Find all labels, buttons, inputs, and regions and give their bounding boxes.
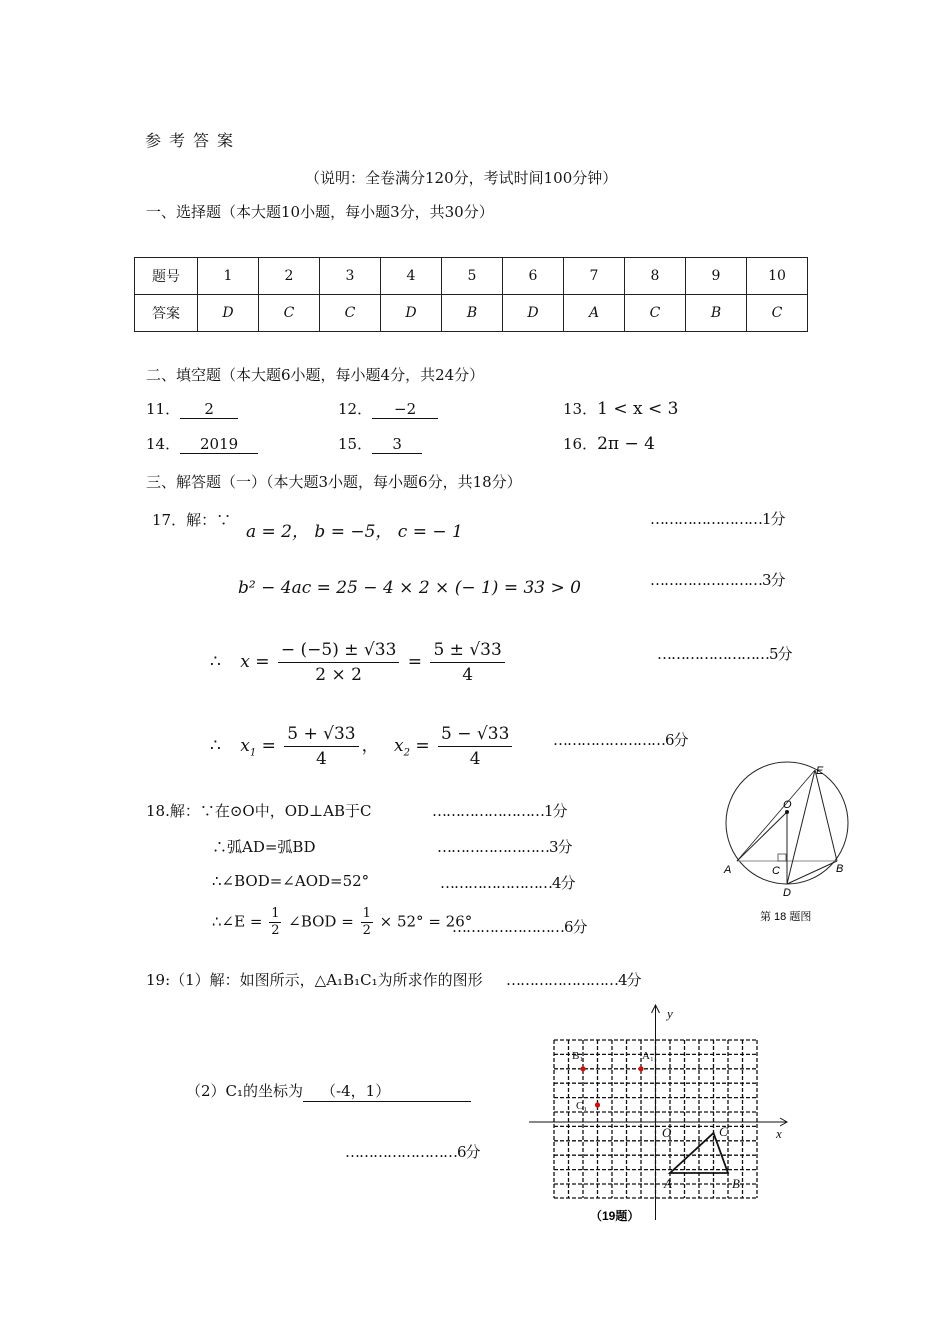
table-cell: D	[503, 295, 564, 332]
table-header-cell: 答案	[135, 295, 198, 332]
section1-heading: 一、选择题（本大题10小题，每小题3分，共30分）	[146, 203, 494, 221]
section3-heading: 三、解答题（一）（本大题3小题，每小题6分，共18分）	[146, 473, 522, 491]
figure-label: A	[664, 1176, 672, 1191]
figure-label: C₁	[576, 1100, 588, 1112]
q18-score4: ……………………4分	[440, 874, 575, 892]
figure-label: A	[724, 864, 732, 876]
figure-label: y	[667, 1006, 673, 1021]
table-cell: 7	[564, 258, 625, 295]
figure-label: C	[719, 1124, 728, 1139]
table-cell: 9	[686, 258, 747, 295]
q17-score3: ……………………3分	[650, 571, 785, 589]
table-header-cell: 题号	[135, 258, 198, 295]
q18-line3: ∴∠BOD=∠AOD=52°	[212, 872, 370, 890]
table-row-numbers	[135, 258, 808, 295]
table-cell: 10	[747, 258, 808, 295]
table-cell: A	[564, 295, 625, 332]
table-cell: D	[381, 295, 442, 332]
fill-item-14: 14． 2019	[146, 433, 258, 454]
q17-score1: ……………………1分	[650, 510, 785, 528]
q18-line4: ∴∠E = $\frac{1}{2}$ ∠BOD = $\frac{1}{2}$ × 52° = 26°	[212, 906, 473, 938]
q19-figure	[524, 1002, 794, 1226]
q17-line2: b² − 4ac = 25 − 4 × 2 × (− 1) = 33 > 0	[238, 578, 581, 598]
fill-item-12: 12． −2	[338, 398, 438, 419]
q17-score6: ……………………6分	[553, 731, 688, 749]
table-cell: C	[259, 295, 320, 332]
section2-heading: 二、填空题（本大题6小题，每小题4分，共24分）	[146, 366, 485, 384]
q19-score4: ……………………4分	[506, 971, 641, 989]
q17-line4: ∴ $x_1$ = $\frac{5 + √33}{4}$ ， $x_2$ = $\frac{5 - √33}{4}$	[210, 722, 515, 771]
fill-item-15: 15． 3	[338, 433, 422, 454]
table-cell: 5	[442, 258, 503, 295]
table-cell: 8	[625, 258, 686, 295]
table-cell: B	[442, 295, 503, 332]
figure-label: B	[732, 1176, 740, 1191]
table-cell: 6	[503, 258, 564, 295]
q17-label: 17．解：∵	[152, 511, 232, 529]
fraction: $\frac{5 + √33}{4}$	[284, 722, 358, 771]
figure-label: O	[783, 799, 792, 811]
table-cell: 1	[198, 258, 259, 295]
answer-table	[134, 257, 808, 332]
q19-score6: ……………………6分	[345, 1143, 480, 1161]
exam-note: （说明：全卷满分120分，考试时间100分钟）	[305, 169, 618, 187]
table-cell: C	[320, 295, 381, 332]
fraction: $\frac{- (-5) \pm √33}{2 \times 2}$	[278, 638, 400, 687]
page-title: 参考答案	[145, 131, 242, 150]
figure-caption: 第 18 题图	[760, 911, 812, 923]
figure-label: E	[816, 765, 824, 777]
table-cell: D	[198, 295, 259, 332]
figure-label: x	[776, 1126, 782, 1141]
table-cell: 4	[381, 258, 442, 295]
table-cell: C	[625, 295, 686, 332]
q17-score5: ……………………5分	[657, 645, 792, 663]
fraction: $\frac{5 - √33}{4}$	[438, 722, 512, 771]
fill-item-16: 16．2π − 4	[563, 434, 655, 454]
table-cell: C	[747, 295, 808, 332]
figure-label: A₁	[642, 1050, 654, 1062]
figure-label: D	[783, 887, 791, 899]
q18-score1: ……………………1分	[432, 802, 567, 820]
figure-label: O	[662, 1125, 672, 1140]
fill-item-11: 11． 2	[146, 398, 238, 419]
q19-line2: （2）C₁的坐标为 （-4，1）	[186, 1080, 471, 1102]
q18-line1: 18.解：∵在⊙O中，OD⊥AB于C	[146, 802, 372, 820]
figure-caption: （19题）	[590, 1209, 640, 1223]
q17-line1: a = 2， b = −5， c = − 1	[246, 522, 463, 542]
fill-item-13: 13．1 < x < 3	[563, 399, 679, 419]
q19-line1: 19:（1）解：如图所示，△A₁B₁C₁为所求作的图形	[146, 971, 483, 989]
q18-score6: ……………………6分	[452, 918, 587, 936]
q18-line2: ∴弧AD=弧BD	[212, 838, 316, 856]
table-cell: 3	[320, 258, 381, 295]
table-cell: B	[686, 295, 747, 332]
q18-score3: ……………………3分	[437, 838, 572, 856]
q18-figure	[718, 758, 868, 933]
figure-label: B₁	[572, 1050, 584, 1062]
fraction: $\frac{5 \pm √33}{4}$	[430, 638, 504, 687]
table-row-answers	[135, 295, 808, 332]
figure-label: B	[836, 863, 844, 875]
q17-line3: ∴ x = $\frac{- (-5) \pm √33}{2 \times 2}$ = $\frac{5 \pm √33}{4}$	[210, 638, 508, 687]
figure-label: C	[772, 865, 780, 877]
table-cell: 2	[259, 258, 320, 295]
